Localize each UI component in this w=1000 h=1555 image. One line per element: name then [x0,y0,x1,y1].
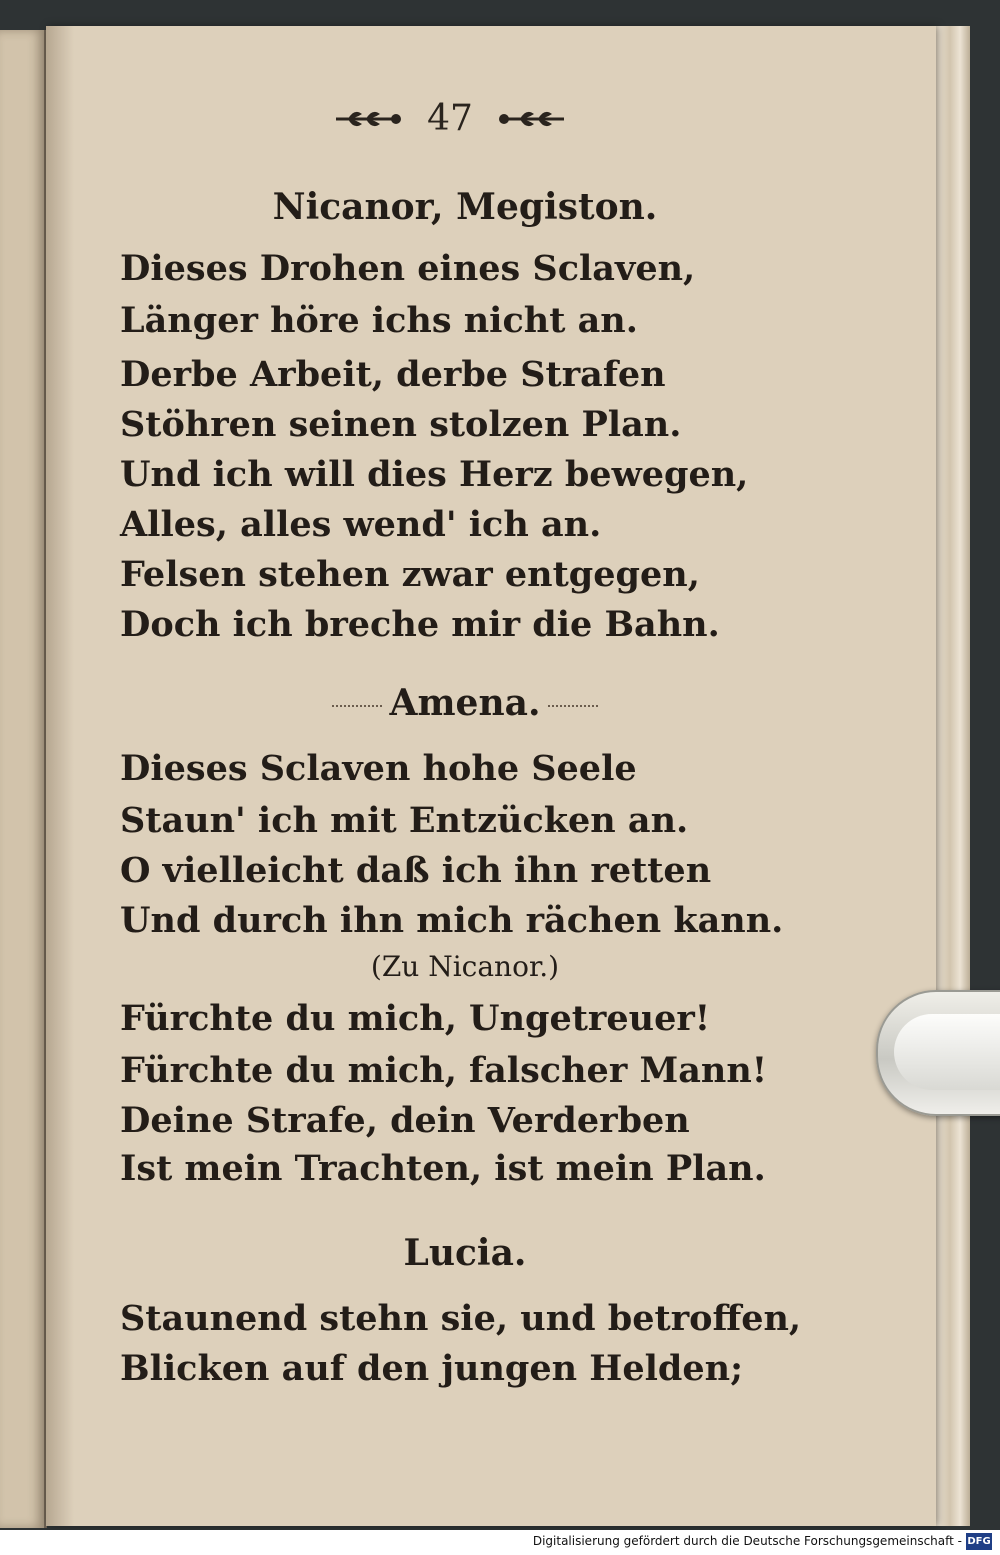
left-page-edge [0,30,47,1528]
stage-direction: (Zu Nicanor.) [370,950,560,983]
verse-line: Alles, alles wend' ich an. [120,504,602,545]
page-clip [876,990,1000,1116]
verse-line: Deine Strafe, dein Verderben [120,1100,690,1141]
rule-left [332,705,382,707]
speaker-heading-line [300,682,630,724]
speaker-heading: Lucia. [403,1232,527,1274]
verse-line: Blicken auf den jungen Helden; [120,1348,744,1389]
verse-line: Fürchte du mich, Ungetreuer! [120,998,711,1039]
verse-line: Länger höre ichs nicht an. [120,300,638,341]
dfg-logo: DFG [966,1533,992,1550]
verse-line: Ist mein Trachten, ist mein Plan. [120,1148,766,1189]
verse-line: Stöhren seinen stolzen Plan. [120,404,682,445]
footer-credit: Digitalisierung gefördert durch die Deutsche Forschungsgemeinschaft - [532,1534,962,1548]
page-clip-highlight [894,1014,1000,1090]
verse-line: O vielleicht daß ich ihn retten [120,850,712,891]
speaker-heading: Amena. [389,682,541,724]
footer-bar [0,1530,1000,1555]
verse-line: Fürchte du mich, falscher Mann! [120,1050,768,1091]
left-ornament-icon [334,104,404,134]
right-ornament-icon [496,104,566,134]
verse-line: Derbe Arbeit, derbe Strafen [120,354,666,395]
verse-line: Und durch ihn mich rächen kann. [120,900,784,941]
page-header [300,98,600,148]
rule-right [548,705,598,707]
page-fold-shadow [46,26,74,1526]
page-number: 47 [427,98,473,139]
verse-line: Staun' ich mit Entzücken an. [120,800,689,841]
verse-line: Und ich will dies Herz bewegen, [120,454,749,495]
verse-line: Staunend stehn sie, und betroffen, [120,1298,802,1339]
verse-line: Dieses Drohen eines Sclaven, [120,248,696,289]
verse-line: Dieses Sclaven hohe Seele [120,748,637,789]
verse-line: Doch ich breche mir die Bahn. [120,604,720,645]
speaker-heading: Nicanor, Megiston. [272,186,658,228]
verse-line: Felsen stehen zwar entgegen, [120,554,700,595]
